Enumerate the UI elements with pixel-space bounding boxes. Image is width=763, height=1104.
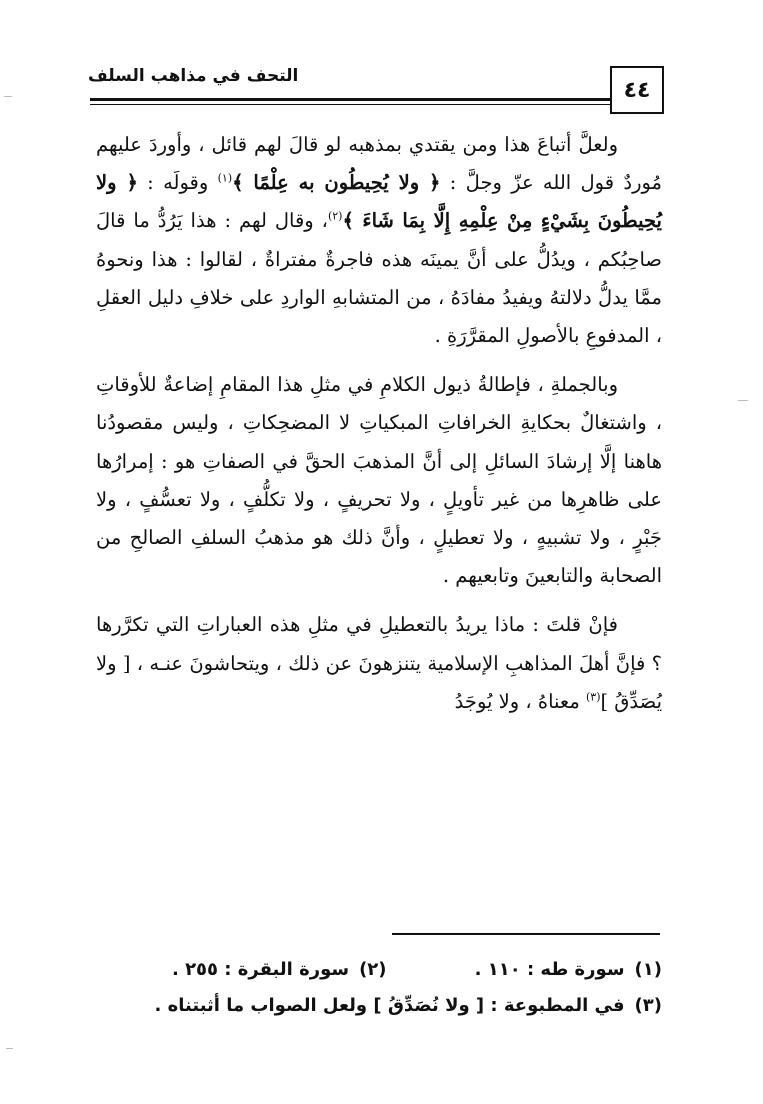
footnote-ref-3: (٣) (585, 690, 601, 704)
header-rule-thick (90, 98, 610, 101)
page-number: ٤٤ (610, 66, 664, 114)
paragraph-gap (96, 355, 662, 366)
scan-artifact (6, 1048, 13, 1049)
paragraph-3-part-a: فإنْ قلتَ : ماذا يريدُ بالتعطيلِ في مثلِ هذه العباراتِ التي تكرَّرها ؟ فإنَّ أهلَ المذاهبِ الإسلامية يتنزهونَ عن ذلك ، ويتحاشونَ عنـه ، [ ولا يُصَدِّقُ ] (96, 613, 662, 713)
paragraph-1-part-c: ، وقال لهم : هذا يَرُدُّ ما قالَ صاحِبُكم ، ويدُلُّ على أنَّ يمينَه هذه فاجرةٌ مفتراةٌ ، لقالوا : هذا ونحوهُ ممَّا يدلُّ دلالتهُ ويفيدُ مفادَهُ ، من المتشابهِ الواردِ على خلافِ دليل العقلِ ، المدفوعِ بالأصولِ المقرَّرَةِ . (96, 209, 662, 348)
paragraph-1 (96, 126, 662, 355)
footnote-3-text: في المطبوعة : [ ولا نُصَدِّقُ ] ولعل الصواب ما أثبتناه . (154, 995, 625, 1016)
paragraph-2: وبالجملةِ ، فإطالةُ ذيول الكلامِ في مثلِ هذا المقامِ إضاعةٌ للأوقاتِ ، واشتغالٌ بحكايةِ الخرافاتِ المبكياتِ لا المضحِكاتِ ، وليس مقصودُنا هاهنا إلَّا إرشادَ السائلِ إلى أنَّ المذهبَ الحقَّ في الصفاتِ هو : إمرارُها على ظاهرِها من غير تأويلٍ ، ولا تحريفٍ ، ولا تكلُّفٍ ، ولا تعسُّفٍ ، ولا جَبْرٍ ، ولا تشبيهٍ ، ولا تعطيلٍ ، وأنَّ ذلك هو مذهبُ السلفِ الصالحِ من الصحابة والتابعينَ وتابعيهم . (96, 373, 662, 588)
footnote-1-text: سورة طه : ١١٠ . (474, 959, 625, 980)
main-text (96, 126, 662, 721)
quran-verse-1: ﴿ ولا يُحِيطُون به عِلْمًا ﴾ (232, 171, 441, 195)
footnote-row-2 (96, 988, 662, 1024)
footnote-ref-2: (٢) (327, 209, 343, 223)
running-header-title: التحف في مذاهب السلف (88, 66, 299, 86)
paragraph-gap (96, 595, 662, 606)
footnote-separator (392, 933, 660, 935)
quran-verse-2: ﴿ ولا يُحِيطُونَ بِشَيْءٍ مِنْ عِلْمِهِ إِلَّا بِمَا شَاءَ ﴾ (96, 171, 662, 233)
paragraph-3-part-b: معناهُ ، ولا يُوجَدُ (454, 689, 586, 713)
header-rule-thin (90, 104, 610, 105)
paragraph-1-part-b: وقولَه : (137, 171, 218, 195)
footnote-2-text: سورة البقرة : ٢٥٥ . (171, 959, 350, 980)
paragraph-1-part-a: ولعلَّ أتباعَ هذا ومن يقتدي بمذهبه لو قالَ لهم قائل ، وأوردَ عليهم مُوردٌ قول الله عزّ وجلَّ : (96, 133, 662, 195)
paragraph-3 (96, 606, 662, 721)
footnote-2-number: (٢) (359, 959, 387, 980)
footnotes (96, 952, 662, 1024)
footnote-row-1 (96, 952, 662, 988)
footnote-3-number: (٣) (634, 995, 662, 1016)
scan-artifact (738, 400, 748, 401)
scan-artifact (4, 96, 12, 97)
footnote-1-number: (١) (634, 959, 662, 980)
footnote-ref-1: (١) (217, 171, 233, 185)
